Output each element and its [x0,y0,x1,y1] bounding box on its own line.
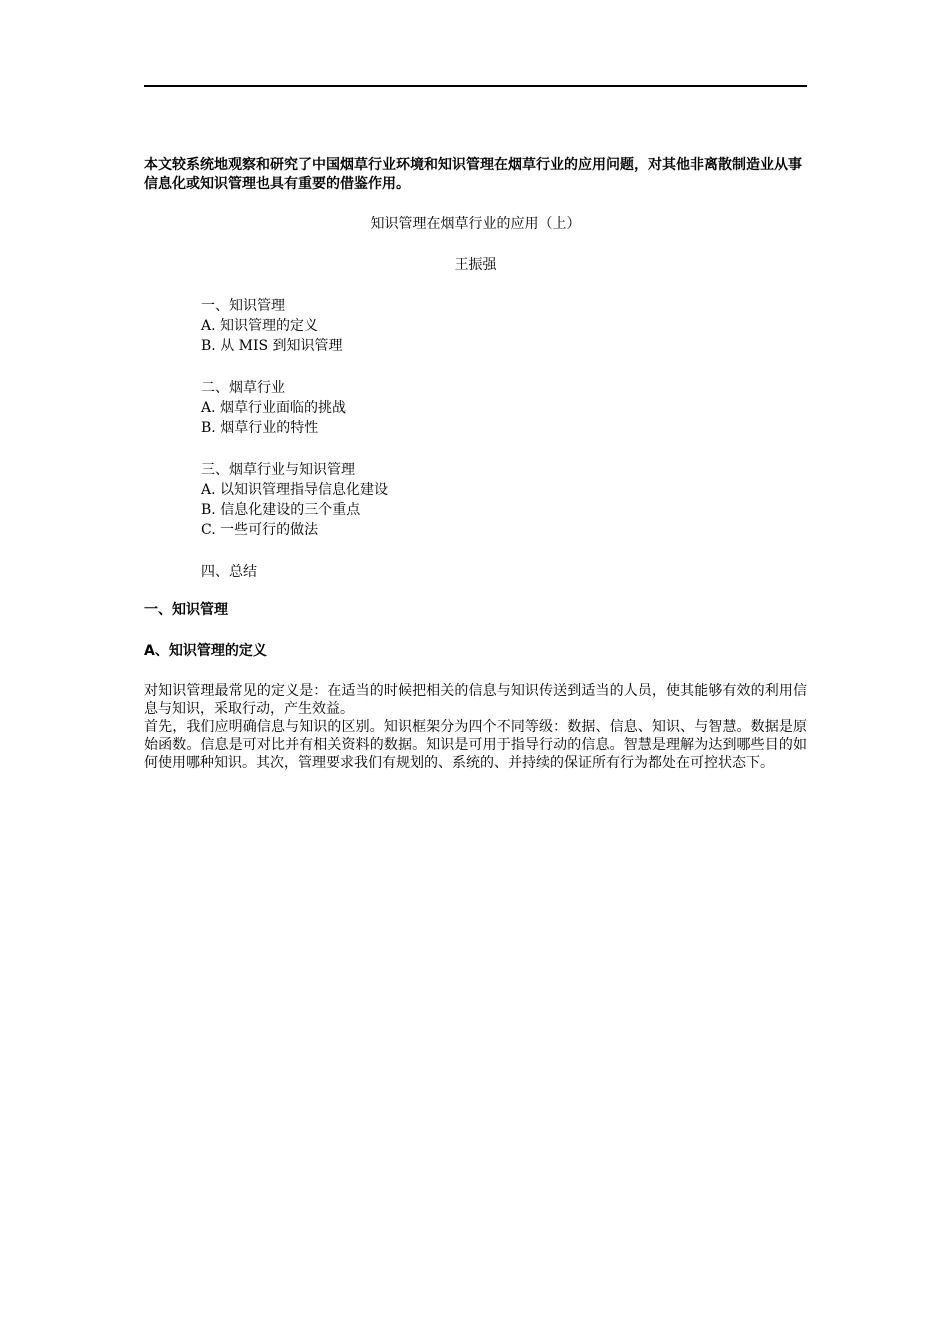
abstract: 本文较系统地观察和研究了中国烟草行业环境和知识管理在烟草行业的应用问题，对其他非离散制造业从事信息化或知识管理也具有重要的借鉴作用。 [144,157,802,192]
paragraph: 对知识管理最常见的定义是：在适当的时候把相关的信息与知识传送到适当的人员，使其能够有效的利用信息与知识，采取行动，产生效益。 [144,683,807,717]
header-rule [144,85,807,87]
paragraph: 首先，我们应明确信息与知识的区别。知识框架分为四个不同等级：数据、信息、知识、与智慧。数据是原始函数。信息是可对比并有相关资料的数据。知识是可用于指导行动的信息。智慧是理解为达到哪些目的如何使用哪种知识。其次，管理要求我们有规划的、系统的、并持续的保证所有行为都处在可控状态下。 [144,719,807,771]
toc-group-2 [201,378,807,438]
toc-heading: 一、知识管理 [201,298,285,314]
toc-heading: 三、烟草行业与知识管理 [201,462,355,478]
toc-heading: 二、烟草行业 [201,380,285,396]
section-heading: 一、知识管理 [144,602,228,618]
document-title: 知识管理在烟草行业的应用（上） [370,216,581,232]
toc-group-1 [201,296,807,356]
toc-item: B. 烟草行业的特性 [201,420,319,436]
toc-item: A. 以知识管理指导信息化建设 [201,482,389,498]
toc-item: A. 知识管理的定义 [201,318,319,334]
toc-group-4 [201,562,807,582]
toc-item: B. 从 MIS 到知识管理 [201,338,343,354]
toc-item: C. 一些可行的做法 [201,522,319,538]
toc-heading: 四、总结 [201,564,257,580]
toc-item: A. 烟草行业面临的挑战 [201,400,347,416]
toc-group-3 [201,460,807,540]
subsection-heading: A、知识管理的定义 [144,643,267,659]
toc-item: B. 信息化建设的三个重点 [201,502,361,518]
table-of-contents [201,296,807,582]
document-body [144,156,807,772]
author: 王振强 [454,257,497,273]
